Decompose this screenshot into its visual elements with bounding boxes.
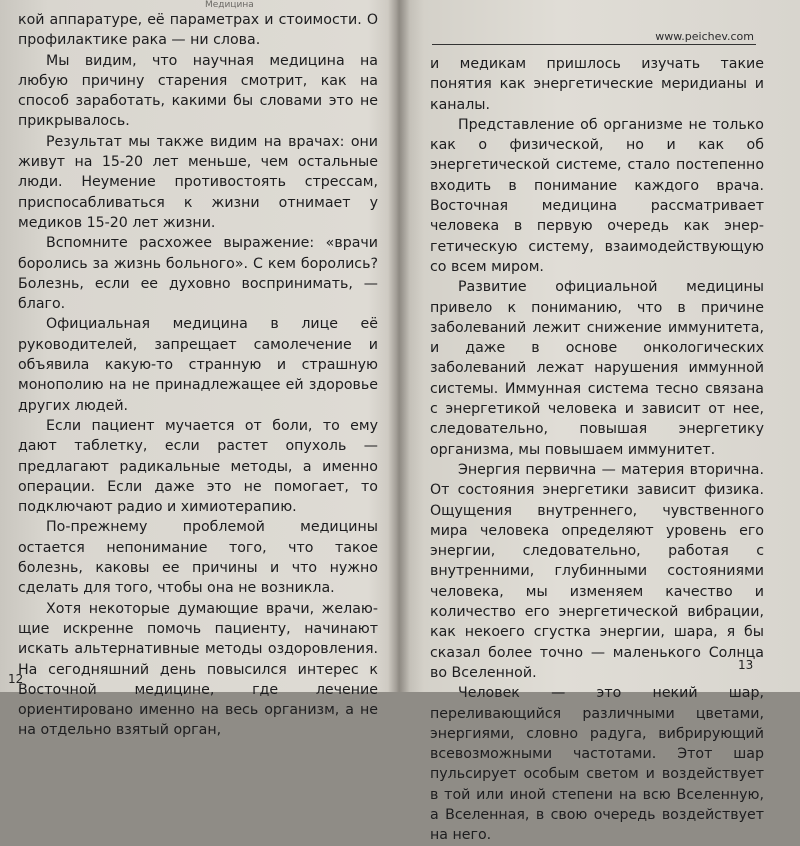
paragraph: кой аппаратуре, её параметрах и стоимости. О профилактике рака — ни слова. [18, 12, 378, 49]
paragraph: и медикам пришлось изучать такие понятия как энергетические меридианы и каналы. [430, 56, 764, 113]
right-page-text [430, 54, 764, 846]
left-page [0, 0, 392, 739]
paragraph: Если пациент мучается от боли, то ему дают таблетку, если растет опухоль — предлагают радикальные методы, а именно операции. Если даже это не помогает, то подключают радио и химиотерапию. [18, 417, 378, 516]
header-rule [432, 44, 756, 45]
left-running-header: Медицина [205, 0, 254, 10]
paragraph: По-прежнему проблемой медицины остается непонимание того, что такое болезнь, каковы ее причины и что нужно сделать для того, чтобы она не возникла. [18, 519, 378, 597]
paragraph: Хотя некоторые думающие врачи, желающие искренне помочь пациенту, начинают искать альтернативные методы оздоровления. На сегодняшний день повысился интерес к Восточной медицине, где лечение ориентировано именно на весь организм, а не на отдельно взятый орган, [18, 600, 378, 739]
paragraph: Развитие официальной медицины привело к пониманию, что в причине заболеваний лежит снижение иммунитета, и даже в основе онкологических заболеваний лежат нарушения иммунной системы. Иммунная система тесно связана с энергетикой человека и зависит от нее, следовательно, повышая энергетику организма, мы повышаем иммунитет. [430, 279, 764, 458]
paragraph: Официальная медицина в лице её руководителей, запрещает самолечение и объявила какую-то странную и страшную монополию на не принадлежащее ей здоровье других людей. [18, 316, 378, 414]
right-page [408, 0, 800, 844]
paragraph: Человек — это некий шар, переливающийся различными цветами, энергиями, словно радуга, вибрирующий всевозможными частотами. Этот шар пульсирует особым светом и воздействует в той или иной степени на всю Вселенную, а Вселенная, в свою очередь воздействует на него. [430, 685, 764, 844]
paragraph: Представление об организме не только как о физической, но и как об энергетической системе, стало постепенно входить в понимание каждого врача. Восточная медицина рассматривает человека в первую очередь как энергетическую систему, взаимодействующую со всем миром. [430, 116, 764, 275]
left-page-number: 12 [8, 672, 24, 686]
paragraph: Вспомните расхожее выражение: «врачи боролись за жизнь больного». С кем боролись? Болезнь, если ее духовно воспринимать, — благо. [18, 235, 378, 313]
paragraph: Мы видим, что научная медицина на любую причину старения смотрит, как на способ заработать, какими бы словами это не прикрывалось. [18, 52, 378, 130]
right-page-number: 13 [738, 658, 754, 672]
left-page-text [18, 10, 378, 741]
running-header-url: www.peichev.com [655, 30, 754, 43]
paragraph: Энергия первична — материя вторична. От состояния энергетики зависит физика. Ощущения внутреннего, чувственного мира человека определяют уровень его энергии, следовательно, работая с внутренними, глубинными состояниями человека, мы изменяем качество и количество его энергетической вибрации, как некоего сгустка энергии, шара, я бы сказал более точно — маленького Солнца во Вселенной. [430, 461, 764, 681]
paragraph: Результат мы также видим на врачах: они живут на 15-20 лет меньше, чем остальные люди. Неумение противостоять стрессам, приспосабливаться к жизни отнимает у медиков 15-20 лет жизни. [18, 133, 378, 231]
